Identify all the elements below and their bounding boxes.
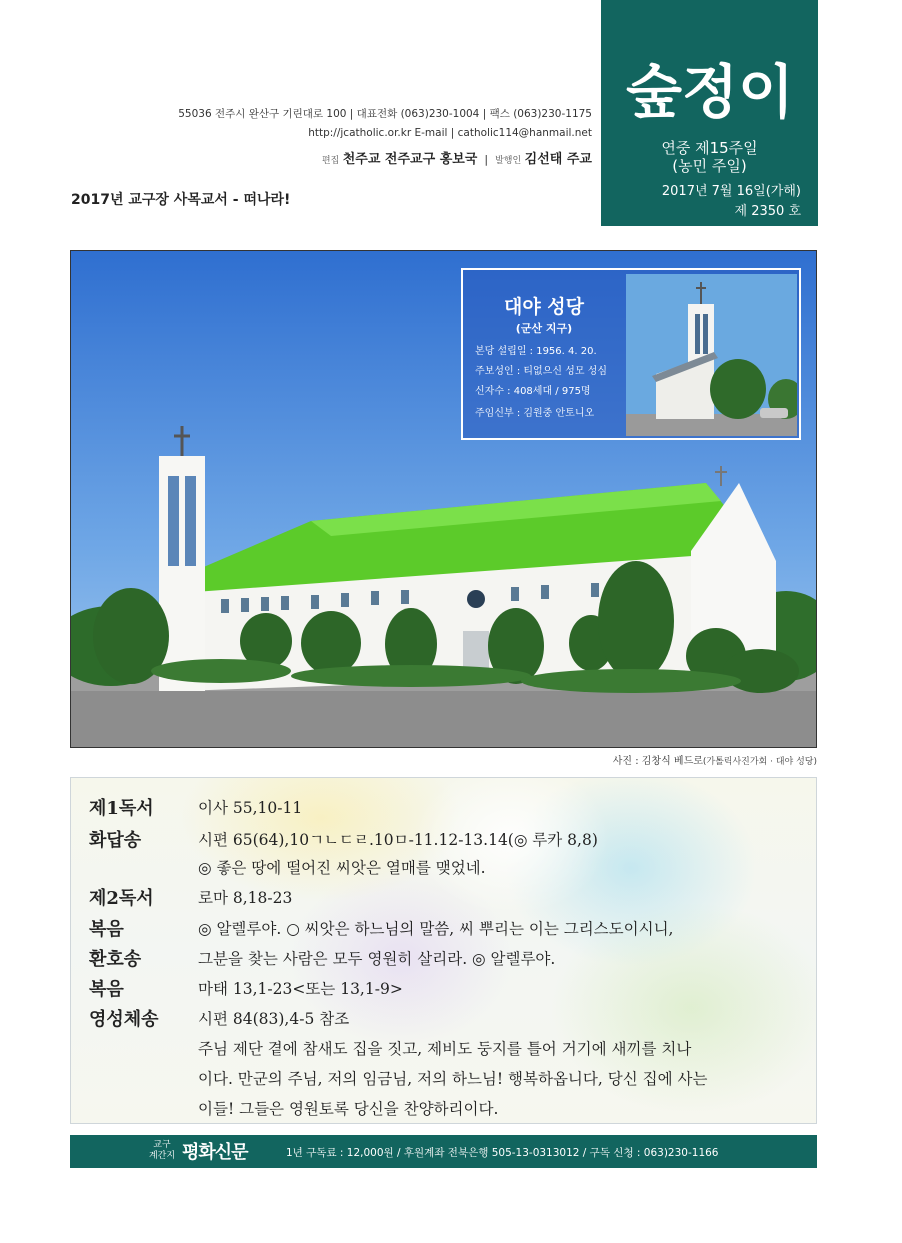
reading-text: 그분을 찾는 사람은 모두 영원히 살리라. ◎ 알렐루야.	[198, 950, 556, 968]
reading-text: 이들! 그들은 영원토록 당신을 찬양하리이다.	[198, 1100, 499, 1118]
church-pastor: 주임신부 : 김원중 안토니오	[475, 408, 595, 419]
issue-date: 2017년 7월 16일(가해)	[661, 184, 801, 199]
issue-number: 제 2350 호	[734, 204, 801, 219]
reading-text: 이사 55,10-11	[198, 799, 303, 817]
editor-value: 천주교 전주교구 홍보국	[342, 152, 478, 167]
reading-text: 이다. 만군의 주님, 저의 임금님, 저의 하느님! 행복하옵니다, 당신 집에 사는	[198, 1070, 708, 1088]
footer-small-1: 교구	[153, 1140, 171, 1150]
readings-box	[70, 777, 817, 1124]
reading-label: 제2독서	[89, 888, 154, 909]
reading-label: 영성체송	[89, 1009, 159, 1030]
photo-credit-sub: (가톨릭사진가회 · 대야 성당)	[702, 757, 817, 767]
footer-small-2: 계간지	[148, 1151, 176, 1161]
photo-credit-main: 사진 : 김창식 베드로	[612, 756, 703, 767]
masthead	[601, 0, 818, 226]
publisher-value: 김선태 주교	[524, 152, 592, 167]
photo-credit	[613, 752, 817, 767]
footer-small-label	[142, 1140, 182, 1162]
church-info-box	[461, 268, 801, 440]
reading-label: 제1독서	[89, 798, 154, 819]
reading-text: ◎ 좋은 땅에 떨어진 씨앗은 열매를 맺었네.	[198, 859, 486, 877]
reading-text: 로마 8,18-23	[198, 889, 293, 907]
footer-logo: 평화신문	[182, 1142, 248, 1163]
editor-line: 편집 천주교 전주교구 홍보국 | 발행인 김선태 주교	[321, 152, 592, 167]
address-line: 55036 전주시 완산구 기린대로 100 | 대표전화 (063)230-1004 | 팩스 (063)230-1175	[178, 108, 592, 120]
publisher-label: 발행인	[495, 156, 522, 166]
reading-label: 환호송	[89, 949, 142, 970]
church-name: 대야 성당	[503, 296, 585, 318]
sunday-subtitle: (농민 주일)	[672, 157, 747, 175]
reading-label: 복음	[89, 919, 124, 940]
reading-text: 주님 제단 곁에 참새도 집을 짓고, 제비도 둥지를 틀어 거기에 새끼를 치나	[198, 1040, 692, 1058]
web-line: http://jcatholic.or.kr E-mail | catholic114@hanmail.net	[308, 127, 592, 139]
reading-label: 화답송	[89, 830, 142, 851]
sunday-title: 연중 제15주일	[661, 139, 758, 157]
reading-label: 복음	[89, 979, 124, 1000]
reading-text: 시편 84(83),4-5 참조	[198, 1010, 350, 1028]
church-thumbnail	[626, 274, 797, 436]
footer-subscription-text: 1년 구독료 : 12,000원 / 후원계좌 전북은행 505-13-0313012 / 구독 신청 : 063)230-1166	[286, 1147, 719, 1159]
reading-text: ◎ 알렐루야. ○ 씨앗은 하느님의 말씀, 씨 뿌리는 이는 그리스도이시니,	[198, 920, 674, 938]
church-founded: 본당 설립일 : 1956. 4. 20.	[475, 346, 597, 357]
svg-text:숲정이: 숲정이	[625, 58, 795, 126]
church-patron: 주보성인 : 티없으신 성모 성심	[475, 366, 608, 377]
church-members: 신자수 : 408세대 / 975명	[475, 386, 591, 397]
reading-text: 마태 13,1-23<또는 13,1-9>	[198, 980, 403, 998]
church-district: (군산 지구)	[515, 322, 573, 335]
footer-bar	[70, 1135, 817, 1168]
masthead-logo	[611, 56, 809, 126]
pastoral-slogan: 2017년 교구장 사목교서 - 떠나라!	[71, 192, 291, 208]
reading-text: 시편 65(64),10ㄱㄴㄷㄹ.10ㅁ-11.12-13.14(◎ 루카 8,8)	[198, 831, 598, 849]
editor-label: 편집	[321, 156, 340, 166]
